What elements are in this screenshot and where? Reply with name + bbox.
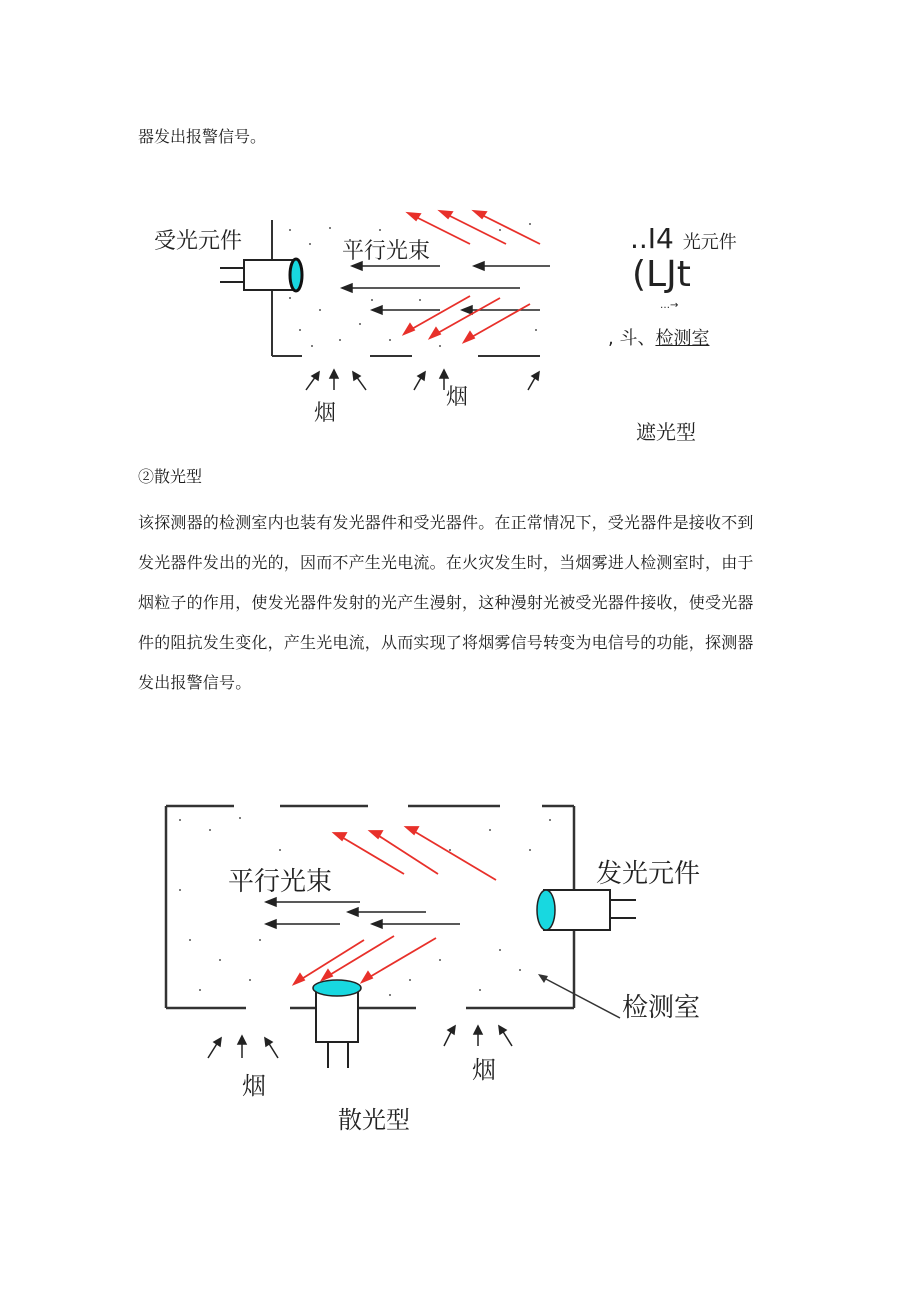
- fig1-side-text-f: 检测室: [655, 328, 710, 349]
- top-text-line: 器发出报警信号。: [138, 127, 267, 146]
- paragraph-line: 发光器件发出的光的，因而不产生光电流。在火灾发生时，当烟雾进人检测室时，由于: [138, 553, 754, 572]
- fig1-smoke-label-1: 烟: [314, 401, 337, 426]
- paragraph-line: 烟粒子的作用，使发光器件发射的光产生漫射，这种漫射光被受光器件接收，使受光器: [138, 593, 754, 612]
- fig2-chamber-label: 检测室: [622, 993, 701, 1023]
- figure-scattering-diagram: [150, 790, 740, 1110]
- fig2-smoke-label-2: 烟: [472, 1056, 496, 1084]
- fig1-side-text-a: ..I4: [630, 222, 674, 255]
- figure-obscuration-diagram: [140, 200, 560, 430]
- fig1-smoke-label-2: 烟: [446, 385, 469, 410]
- paragraph-line: 件的阻抗发生变化，产生光电流，从而实现了将烟雾信号转变为电信号的功能，探测器: [138, 633, 754, 652]
- fig2-emitter-label: 发光元件: [596, 859, 701, 889]
- fig1-side-text-e: , 斗、: [608, 328, 656, 349]
- paragraph: [138, 503, 788, 703]
- fig2-caption: 散光型: [338, 1106, 410, 1134]
- fig1-beam-label: 平行光束: [342, 239, 431, 264]
- fig1-side-text-d: …→: [660, 300, 679, 311]
- fig1-caption: 遮光型: [636, 420, 696, 444]
- paragraph-line: 该探测器的检测室内也装有发光器件和受光器件。在正常情况下，受光器件是接收不到: [138, 513, 754, 532]
- section-heading: ②散光型: [138, 467, 203, 486]
- fig1-side-text-b: 光元件: [682, 232, 737, 253]
- paragraph-line: 发出报警信号。: [138, 673, 252, 692]
- fig1-side-text-c: (LJt: [632, 254, 691, 295]
- fig2-beam-label: 平行光束: [228, 867, 333, 897]
- fig2-smoke-label-1: 烟: [242, 1072, 266, 1100]
- fig1-receiver-label: 受光元件: [154, 229, 243, 254]
